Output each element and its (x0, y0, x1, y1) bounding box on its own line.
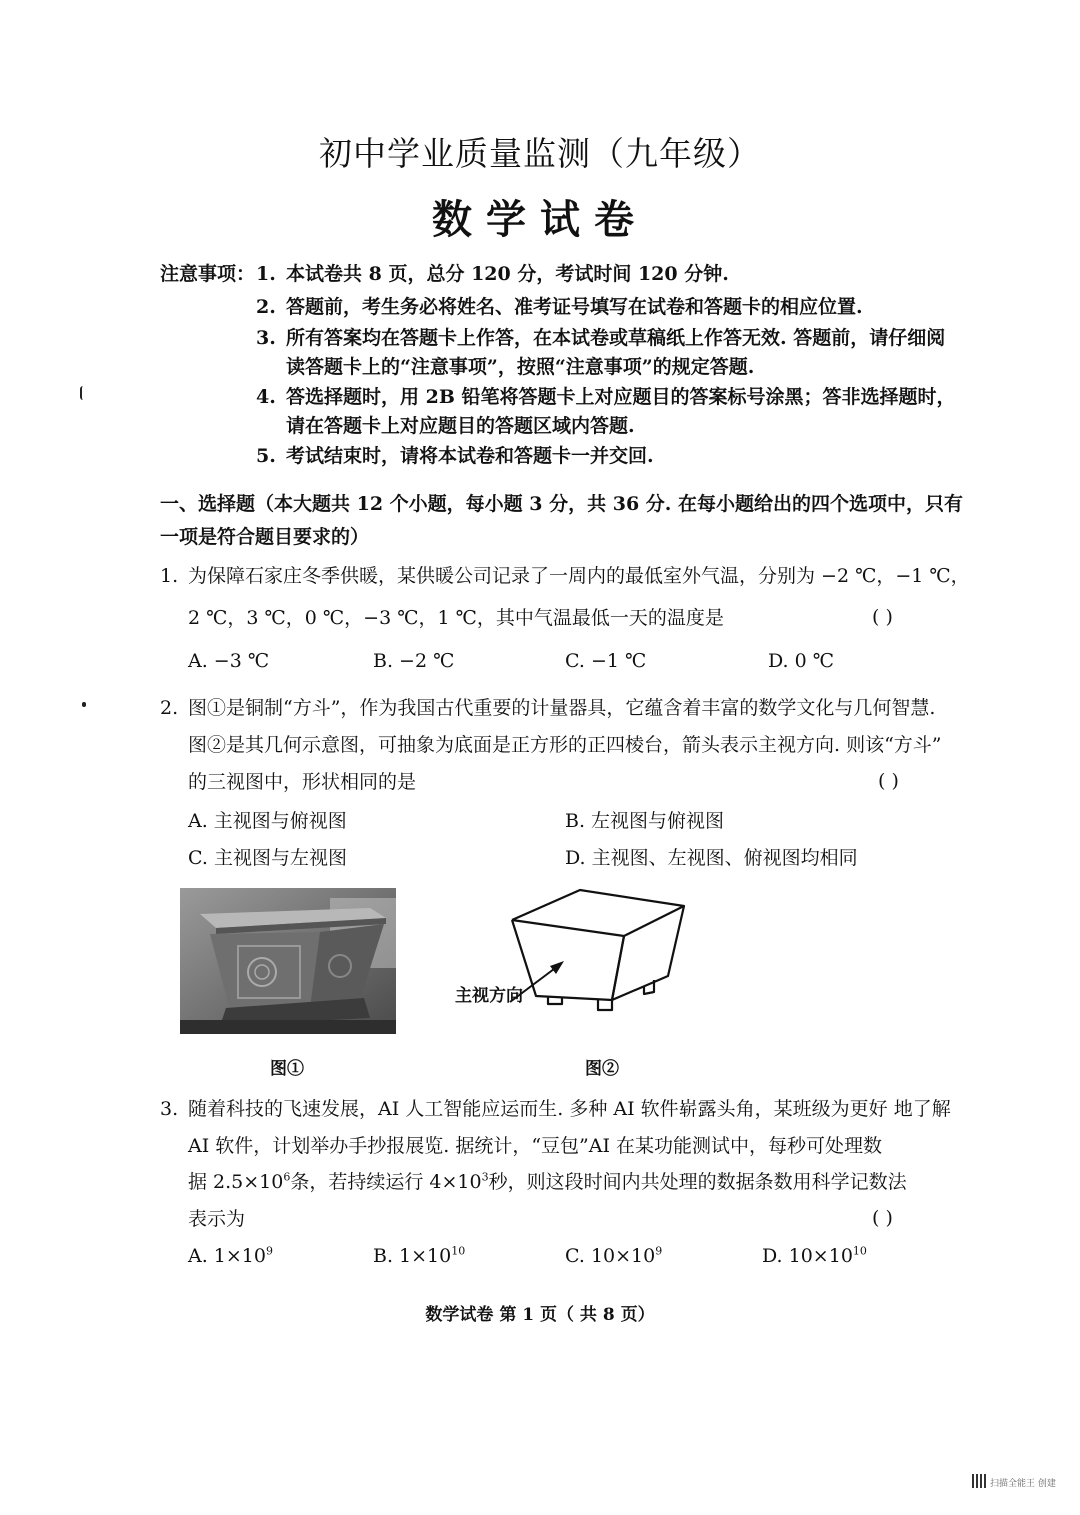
question-stem-continued: 图②是其几何示意图，可抽象为底面是正方形的正四棱台，箭头表示主视方向. 则该“方斗” (188, 734, 942, 756)
option-base: B. 1×10 (373, 1245, 452, 1267)
option-a: A. 主视图与俯视图 (188, 810, 347, 832)
note-text: 考试结束时，请将本试卷和答题卡一并交回. (286, 445, 654, 467)
exponent: 9 (266, 1244, 273, 1258)
option-c: C. −1 ℃ (565, 650, 647, 672)
note-text: 答题前，考生务必将姓名、准考证号填写在试卷和答题卡的相应位置. (286, 296, 863, 318)
note-number: 3. (256, 327, 276, 349)
option-d (762, 1245, 867, 1267)
question-stem: 随着科技的飞速发展，AI 人工智能应运而生. 多种 AI 软件崭露头角，某班级为更好 地了解 (188, 1098, 951, 1120)
notes-label: 注意事项： (160, 263, 256, 285)
page-footer: 数学试卷 第 1 页（ 共 8 页） (425, 1305, 655, 1325)
exam-subject-title: 数学试卷 (432, 196, 648, 243)
question-number: 1. (160, 565, 179, 587)
option-base: A. 1×10 (188, 1245, 266, 1267)
exponent: 10 (852, 1244, 867, 1258)
question-number: 2. (160, 697, 179, 719)
watermark-text: 扫描全能王 创建 (990, 1479, 1056, 1489)
question-stem: 图①是铜制“方斗”，作为我国古代重要的计量器具，它蕴含着丰富的数学文化与几何智慧. (188, 697, 936, 719)
question-stem-continued: 2 ℃，3 ℃，0 ℃，−3 ℃，1 ℃，其中气温最低一天的温度是 (188, 607, 724, 629)
exam-header-title: 初中学业质量监测（九年级） (319, 134, 761, 173)
question-stem-continued: 的三视图中，形状相同的是 (188, 771, 417, 793)
fangdou-photo (180, 888, 396, 1034)
question-number: 3. (160, 1098, 179, 1120)
option-b: B. −2 ℃ (373, 650, 455, 672)
section-heading-continued: 一项是符合题目要求的） (160, 526, 370, 548)
option-d: D. 主视图、左视图、俯视图均相同 (565, 847, 858, 869)
option-a: A. −3 ℃ (188, 650, 270, 672)
note-text: 所有答案均在答题卡上作答，在本试卷或草稿纸上作答无效. 答题前，请仔细阅 (286, 327, 946, 349)
question-stem-continued (188, 1170, 907, 1194)
exponent: 10 (451, 1244, 466, 1258)
frustum-diagram-svg (440, 880, 700, 1030)
note-number: 2. (256, 296, 276, 318)
exponent: 3 (481, 1170, 489, 1184)
stem-fragment: 条，若持续运行 4×10 (290, 1171, 482, 1193)
figure-2-caption: 图② (585, 1059, 619, 1079)
option-base: C. 10×10 (565, 1245, 656, 1267)
question-stem-continued: 表示为 (188, 1208, 246, 1230)
stem-fragment: 秒，则这段时间内共处理的数据条数用科学记数法 (488, 1171, 907, 1193)
scan-mark (82, 702, 86, 707)
option-a (188, 1245, 273, 1267)
note-text-continued: 读答题卡上的“注意事项”，按照“注意事项”的规定答题. (286, 356, 755, 378)
exponent: 9 (655, 1244, 663, 1258)
stem-fragment: 据 2.5×10 (188, 1171, 284, 1193)
note-text: 答选择题时，用 2B 铅笔将答题卡上对应题目的答案标号涂黑；答非选择题时， (286, 386, 956, 408)
question-stem: 为保障石家庄冬季供暖，某供暖公司记录了一周内的最低室外气温，分别为 −2 ℃，−1 ℃， (188, 565, 970, 587)
note-text-continued: 请在答题卡上对应题目的答题区域内答题. (286, 415, 635, 437)
question-stem-continued: AI 软件，计划举办手抄报展览. 据统计，“豆包”AI 在某功能测试中，每秒可处理数 (188, 1135, 883, 1157)
figure-1-caption: 图① (270, 1059, 304, 1079)
note-number: 1. (256, 263, 276, 285)
frustum-diagram (440, 880, 700, 1030)
exponent: 6 (283, 1170, 291, 1184)
option-base: D. 10×10 (762, 1245, 853, 1267)
direction-label: 主视方向 (455, 986, 523, 1006)
note-number: 4. (256, 386, 276, 408)
answer-blank: ( ) (878, 770, 899, 792)
note-number: 5. (256, 445, 276, 467)
fangdou-photo-illustration (180, 888, 396, 1034)
option-d: D. 0 ℃ (768, 650, 835, 672)
option-b (373, 1245, 465, 1267)
option-c (565, 1245, 662, 1267)
option-c: C. 主视图与左视图 (188, 847, 347, 869)
scan-mark (80, 386, 88, 400)
answer-blank: ( ) (872, 1207, 893, 1229)
section-heading: 一、选择题（本大题共 12 个小题，每小题 3 分，共 36 分. 在每小题给出的四个选项中，只有 (160, 493, 964, 515)
answer-blank: ( ) (872, 606, 893, 628)
option-b: B. 左视图与俯视图 (565, 810, 725, 832)
note-text: 本试卷共 8 页，总分 120 分，考试时间 120 分钟. (286, 263, 729, 285)
qr-code-icon (972, 1474, 986, 1488)
